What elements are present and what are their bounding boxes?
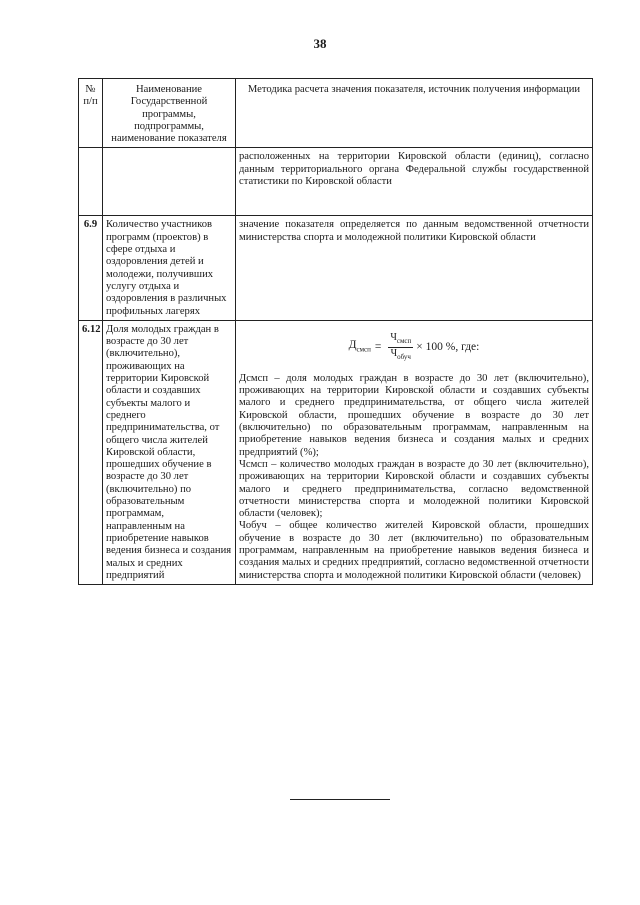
table-header-row (79, 79, 593, 148)
indicator-table (78, 78, 593, 585)
cell-num-6-9: 6.9 (79, 216, 103, 320)
formula-lhs: $Д_{смсп}$ (348, 339, 371, 354)
paragraph-chsmsp: Чсмсп – количество молодых граждан в возрасте до 30 лет (включительно), проживающих на территории Кировской области и создавших субъекты малого и среднего предпринимательства, согласно ведомственной отчетности министерства спорта и молодежной политики Кировской области (человек); (239, 458, 589, 520)
header-num: № п/п (79, 79, 103, 148)
end-rule (290, 799, 390, 800)
formula-fraction: $\frac{Ч_{смсп}}{Ч_{обуч}}$ (390, 331, 412, 361)
header-name: Наименование Государственной программы, подпрограммы, наименование показателя (103, 79, 236, 148)
paragraph-chobuch: Чобуч – общее количество жителей Кировской области, прошедших обучение в возрасте до 30 лет (включительно) по образовательным программам, направленным на приобретение навыков ведения бизнеса и создания малых и средних предприятий, согласно ведомственной отчетности министерства спорта и молодежной политики Кировской области (человек) (239, 520, 589, 581)
paragraph-dsmsp: Дсмсп – доля молодых граждан в возрасте до 30 лет (включительно), проживающих на территории Кировской области и создавших субъекты малого и среднего предпринимательства, от общего числа жителей Кировской области, прошедших обучение в возрасте до 30 лет (включительно) по образовательным программам, направленным на приобретение навыков ведения бизнеса и создания малых и средних предприятий (%); (239, 372, 589, 458)
table-row-6-12 (79, 320, 593, 584)
table-row-6-9 (79, 216, 593, 320)
cell-num-6-12: 6.12 (79, 320, 103, 584)
page-number: 38 (313, 36, 327, 51)
cell-continuation-text: расположенных на территории Кировской области (единиц), согласно данным территориального органа Федеральной службы государственной статистики по Кировской области (236, 148, 593, 216)
cell-name-6-12: Доля молодых граждан в возрасте до 30 лет (включительно), проживающих на территории Кировской области и создавших субъекты малого и среднего предпринимательства, от общего числа жителей Кировской области, прошедших обучение в возрасте до 30 лет (включительно) по образовательным программам, направленным на приобретение навыков ведения бизнеса и создания малых и средних предприятий (103, 320, 236, 584)
cell-name-empty (103, 148, 236, 216)
formula: $Д_{смсп}$ = $\frac{Ч_{смсп}}{Ч_{обуч}}$ × 100 %, где: (348, 331, 480, 361)
table-row-continuation (79, 148, 593, 216)
cell-method-6-12 (236, 320, 593, 584)
cell-num-empty (79, 148, 103, 216)
header-method: Методика расчета значения показателя, источник получения информации (236, 79, 593, 148)
cell-name-6-9: Количество участников программ (проектов) в сфере отдыха и оздоровления детей и молодежи, получивших услугу отдыха и оздоровления в различных профильных лагерях (103, 216, 236, 320)
formula-tail: × 100 %, где: (416, 341, 480, 354)
cell-method-6-9: значение показателя определяется по данным ведомственной отчетности министерства спорта и молодежной политики Кировской области (236, 216, 593, 320)
